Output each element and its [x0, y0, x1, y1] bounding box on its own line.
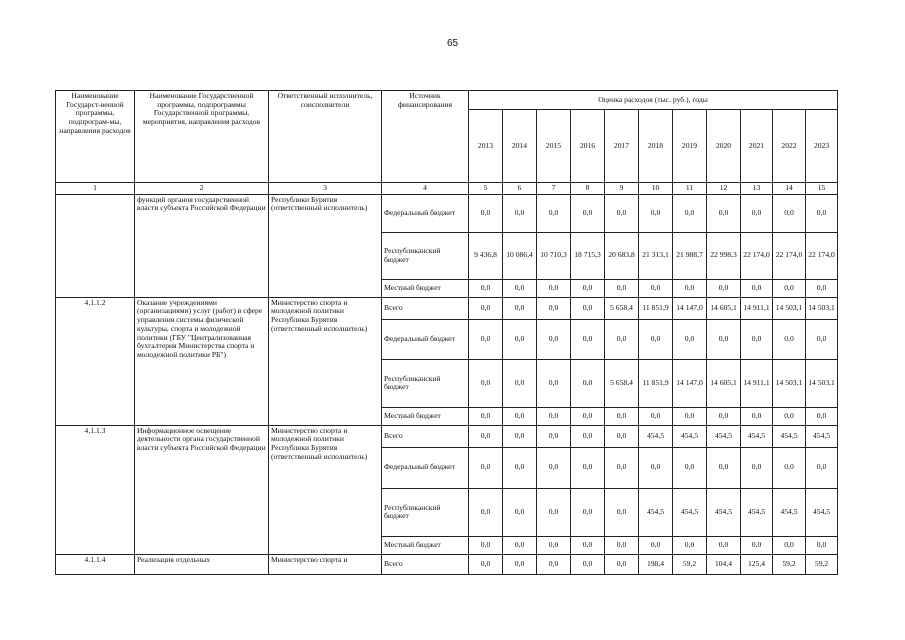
value-cell: 0,0 [537, 279, 571, 297]
value-cell: 0,0 [469, 407, 503, 425]
table-row [56, 297, 838, 319]
value-cell: 14 605,1 [707, 297, 741, 319]
value-cell: 0,0 [469, 447, 503, 488]
value-cell: 0,0 [741, 279, 773, 297]
value-cell: 22 174,0 [741, 232, 773, 279]
value-cell: 125,4 [741, 554, 773, 574]
funding-source: Федеральный бюджет [382, 194, 469, 232]
value-cell: 198,4 [639, 554, 673, 574]
value-cell: 0,0 [469, 194, 503, 232]
value-cell: 0,0 [537, 425, 571, 447]
table-row [56, 554, 838, 574]
value-cell: 0,0 [537, 536, 571, 554]
value-cell: 0,0 [469, 359, 503, 407]
value-cell: 0,0 [806, 447, 838, 488]
row-executor: Министерство спорта и молодежной политики Республики Бурятия (ответственный исполнитель) [269, 425, 382, 554]
column-number: 6 [503, 183, 537, 195]
row-code: 4.1.1.4 [56, 554, 135, 574]
value-cell: 0,0 [741, 407, 773, 425]
value-cell: 0,0 [503, 554, 537, 574]
value-cell: 14 605,1 [707, 359, 741, 407]
column-number: 1 [56, 183, 135, 195]
column-number: 4 [382, 183, 469, 195]
value-cell: 14 911,1 [741, 297, 773, 319]
header-name: Наименование Государственной программы, подпрограммы Государственной программы, мероприятия, направления расходов [135, 91, 269, 183]
value-cell: 0,0 [605, 279, 639, 297]
column-number: 15 [806, 183, 838, 195]
value-cell: 11 851,9 [639, 297, 673, 319]
value-cell: 21 988,7 [673, 232, 707, 279]
value-cell: 0,0 [571, 319, 605, 359]
row-name: Информационное освещение деятельности органа государственной власти субъекта Российской Федерации [135, 425, 269, 554]
expenditure-table [55, 90, 838, 575]
value-cell: 0,0 [741, 319, 773, 359]
value-cell: 59,2 [773, 554, 806, 574]
table-row [56, 425, 838, 447]
row-executor: Министерство спорта и [269, 554, 382, 574]
value-cell: 0,0 [469, 488, 503, 536]
table-row [56, 194, 838, 232]
column-number: 2 [135, 183, 269, 195]
value-cell: 0,0 [639, 407, 673, 425]
funding-source: Всего [382, 554, 469, 574]
value-cell: 0,0 [639, 536, 673, 554]
value-cell: 0,0 [806, 319, 838, 359]
year-header: 2013 [469, 110, 503, 183]
value-cell: 0,0 [571, 359, 605, 407]
value-cell: 0,0 [571, 488, 605, 536]
row-name: Оказание учреждениями (организациями) услуг (работ) в сфере управления системы физической культуры, спорта и молодежной политики (ГБУ "Централизованная бухгалтерия Министерства спорта и молодежной политики РБ") [135, 297, 269, 425]
value-cell: 0,0 [673, 319, 707, 359]
column-number: 9 [605, 183, 639, 195]
year-header: 2015 [537, 110, 571, 183]
value-cell: 0,0 [605, 488, 639, 536]
value-cell: 0,0 [469, 297, 503, 319]
value-cell: 0,0 [773, 447, 806, 488]
value-cell: 454,5 [806, 425, 838, 447]
value-cell: 14 503,1 [806, 359, 838, 407]
value-cell: 14 147,0 [673, 359, 707, 407]
value-cell: 0,0 [469, 279, 503, 297]
value-cell: 454,5 [806, 488, 838, 536]
year-header: 2022 [773, 110, 806, 183]
row-name: Реализация отдельных [135, 554, 269, 574]
value-cell: 0,0 [571, 554, 605, 574]
value-cell: 0,0 [537, 407, 571, 425]
value-cell: 0,0 [673, 407, 707, 425]
value-cell: 0,0 [707, 536, 741, 554]
value-cell: 454,5 [707, 488, 741, 536]
value-cell: 11 851,9 [639, 359, 673, 407]
value-cell: 0,0 [571, 447, 605, 488]
value-cell: 10 710,3 [537, 232, 571, 279]
funding-source: Местный бюджет [382, 407, 469, 425]
value-cell: 0,0 [741, 194, 773, 232]
value-cell: 0,0 [773, 536, 806, 554]
year-header: 2021 [741, 110, 773, 183]
row-code [56, 194, 135, 297]
page-number: 65 [446, 38, 459, 49]
value-cell: 0,0 [571, 297, 605, 319]
year-header: 2017 [605, 110, 639, 183]
header-estimate: Оценка расходов (тыс. руб.), годы [469, 91, 838, 110]
value-cell: 14 503,1 [773, 297, 806, 319]
value-cell: 454,5 [741, 488, 773, 536]
value-cell: 20 683,8 [605, 232, 639, 279]
year-header: 2016 [571, 110, 605, 183]
value-cell: 0,0 [741, 447, 773, 488]
value-cell: 0,0 [571, 194, 605, 232]
table-body [56, 91, 838, 575]
header-row [56, 91, 838, 110]
funding-source: Федеральный бюджет [382, 447, 469, 488]
column-number: 7 [537, 183, 571, 195]
value-cell: 0,0 [707, 194, 741, 232]
column-number: 13 [741, 183, 773, 195]
funding-source: Республиканский бюджет [382, 359, 469, 407]
funding-source: Местный бюджет [382, 279, 469, 297]
value-cell: 0,0 [469, 554, 503, 574]
year-header: 2014 [503, 110, 537, 183]
value-cell: 0,0 [673, 279, 707, 297]
value-cell: 454,5 [773, 488, 806, 536]
value-cell: 14 503,1 [806, 297, 838, 319]
value-cell: 0,0 [707, 407, 741, 425]
funding-source: Всего [382, 425, 469, 447]
value-cell: 0,0 [571, 536, 605, 554]
value-cell: 0,0 [503, 279, 537, 297]
value-cell: 0,0 [503, 297, 537, 319]
value-cell: 0,0 [673, 447, 707, 488]
value-cell: 0,0 [673, 194, 707, 232]
funding-source: Всего [382, 297, 469, 319]
value-cell: 0,0 [773, 407, 806, 425]
value-cell: 0,0 [707, 319, 741, 359]
value-cell: 0,0 [639, 194, 673, 232]
value-cell: 0,0 [469, 425, 503, 447]
value-cell: 0,0 [806, 194, 838, 232]
value-cell: 0,0 [537, 488, 571, 536]
year-header: 2020 [707, 110, 741, 183]
value-cell: 0,0 [806, 536, 838, 554]
funding-source: Федеральный бюджет [382, 319, 469, 359]
value-cell: 0,0 [673, 536, 707, 554]
row-code: 4.1.1.3 [56, 425, 135, 554]
value-cell: 104,4 [707, 554, 741, 574]
value-cell: 59,2 [673, 554, 707, 574]
value-cell: 0,0 [605, 319, 639, 359]
value-cell: 14 147,0 [673, 297, 707, 319]
value-cell: 0,0 [571, 425, 605, 447]
column-number: 12 [707, 183, 741, 195]
value-cell: 0,0 [605, 536, 639, 554]
value-cell: 454,5 [741, 425, 773, 447]
value-cell: 0,0 [503, 488, 537, 536]
value-cell: 454,5 [639, 488, 673, 536]
value-cell: 0,0 [773, 194, 806, 232]
value-cell: 0,0 [503, 407, 537, 425]
column-number: 14 [773, 183, 806, 195]
value-cell: 9 436,8 [469, 232, 503, 279]
year-header: 2018 [639, 110, 673, 183]
value-cell: 0,0 [571, 407, 605, 425]
column-number: 11 [673, 183, 707, 195]
value-cell: 0,0 [503, 319, 537, 359]
header-executor: Ответственный исполнитель, соисполнители [269, 91, 382, 183]
value-cell: 0,0 [773, 319, 806, 359]
year-header: 2023 [806, 110, 838, 183]
value-cell: 0,0 [605, 425, 639, 447]
value-cell: 454,5 [707, 425, 741, 447]
value-cell: 454,5 [673, 488, 707, 536]
funding-source: Местный бюджет [382, 536, 469, 554]
value-cell: 0,0 [503, 447, 537, 488]
value-cell: 454,5 [639, 425, 673, 447]
value-cell: 0,0 [605, 407, 639, 425]
value-cell: 0,0 [639, 319, 673, 359]
value-cell: 0,0 [469, 319, 503, 359]
value-cell: 0,0 [537, 297, 571, 319]
value-cell: 5 658,4 [605, 297, 639, 319]
funding-source: Республиканский бюджет [382, 488, 469, 536]
value-cell: 0,0 [773, 279, 806, 297]
value-cell: 5 658,4 [605, 359, 639, 407]
value-cell: 0,0 [605, 447, 639, 488]
value-cell: 0,0 [503, 536, 537, 554]
value-cell: 0,0 [571, 279, 605, 297]
value-cell: 0,0 [639, 447, 673, 488]
column-number: 8 [571, 183, 605, 195]
value-cell: 0,0 [806, 279, 838, 297]
value-cell: 0,0 [806, 407, 838, 425]
value-cell: 0,0 [469, 536, 503, 554]
value-cell: 22 174,0 [806, 232, 838, 279]
value-cell: 22 174,0 [773, 232, 806, 279]
column-numbers-row [56, 183, 838, 195]
value-cell: 0,0 [503, 425, 537, 447]
value-cell: 21 313,1 [639, 232, 673, 279]
value-cell: 0,0 [605, 554, 639, 574]
value-cell: 18 715,3 [571, 232, 605, 279]
funding-source: Республиканский бюджет [382, 232, 469, 279]
value-cell: 0,0 [537, 319, 571, 359]
value-cell: 14 503,1 [773, 359, 806, 407]
value-cell: 0,0 [537, 447, 571, 488]
column-number: 10 [639, 183, 673, 195]
value-cell: 0,0 [503, 359, 537, 407]
column-number: 5 [469, 183, 503, 195]
value-cell: 0,0 [537, 194, 571, 232]
value-cell: 454,5 [773, 425, 806, 447]
value-cell: 0,0 [537, 554, 571, 574]
value-cell: 0,0 [741, 536, 773, 554]
value-cell: 0,0 [537, 359, 571, 407]
column-number: 3 [269, 183, 382, 195]
row-executor: Министерство спорта и молодежной политики Республики Бурятия (ответственный исполнитель) [269, 297, 382, 425]
row-code: 4.1.1.2 [56, 297, 135, 425]
value-cell: 14 911,1 [741, 359, 773, 407]
value-cell: 0,0 [503, 194, 537, 232]
year-header: 2019 [673, 110, 707, 183]
value-cell: 0,0 [707, 279, 741, 297]
header-program: Наименование Государст-венной программы, подпрограм-мы, направления расходов [56, 91, 135, 183]
value-cell: 0,0 [707, 447, 741, 488]
value-cell: 454,5 [673, 425, 707, 447]
header-source: Источник финансирования [382, 91, 469, 183]
value-cell: 0,0 [605, 194, 639, 232]
value-cell: 0,0 [639, 279, 673, 297]
value-cell: 22 998,3 [707, 232, 741, 279]
value-cell: 59,2 [806, 554, 838, 574]
row-executor: Республики Бурятия (ответственный исполнитель) [269, 194, 382, 297]
row-name: функций органов государственной власти субъекта Российской Федерации [135, 194, 269, 297]
value-cell: 10 086,4 [503, 232, 537, 279]
